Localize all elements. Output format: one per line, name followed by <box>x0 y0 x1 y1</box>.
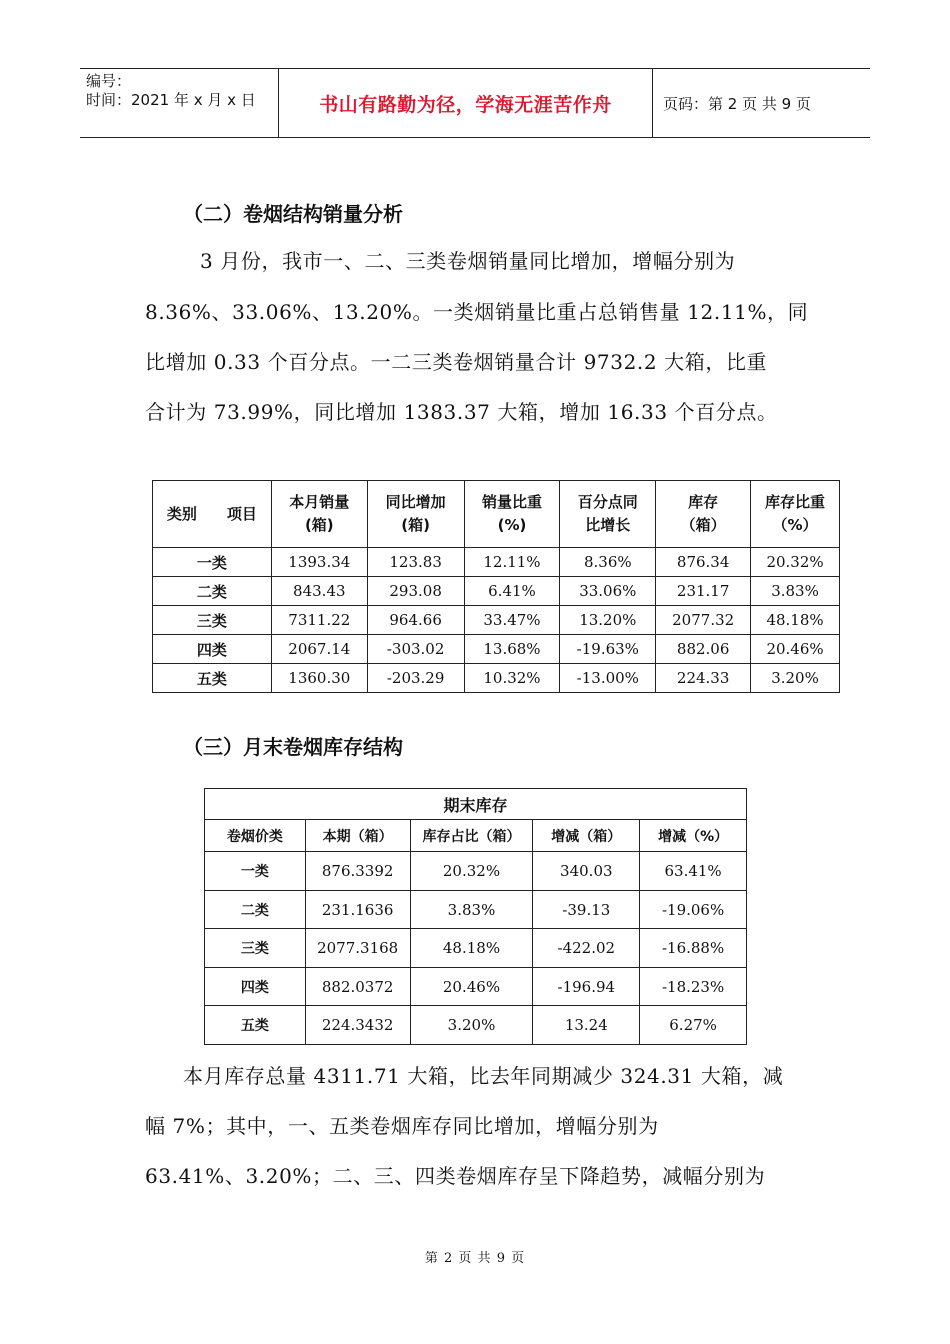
page-footer: 第 2 页 共 9 页 <box>424 1251 526 1266</box>
table1-cell: 6.41% <box>464 577 560 606</box>
table2-cell: 一类 <box>205 852 306 891</box>
table1-cell: 四类 <box>153 635 272 664</box>
closing-line-2: 幅 7%；其中，一、五类卷烟库存同比增加，增幅分别为 <box>145 1114 659 1138</box>
table1-cell: 231.17 <box>656 577 751 606</box>
table-row <box>205 1006 747 1045</box>
table2-cell: 876.3392 <box>305 852 410 891</box>
table1-cell: 843.43 <box>271 577 367 606</box>
table-row <box>153 664 840 693</box>
table1-cell: 1360.30 <box>271 664 367 693</box>
table2-header-row <box>205 820 747 852</box>
table1-cell: 33.47% <box>464 606 560 635</box>
table-row <box>205 852 747 891</box>
table1-cell: 8.36% <box>560 548 656 577</box>
table1-cell: 33.06% <box>560 577 656 606</box>
section3-title: （三）月末卷烟库存结构 <box>183 735 403 759</box>
section2-line-2: 8.36%、33.06%、13.20%。一类烟销量比重占总销售量 12.11%，同 <box>145 300 809 324</box>
section2-line-1: 3 月份，我市一、二、三类卷烟销量同比增加，增幅分别为 <box>200 249 736 273</box>
table-row <box>205 929 747 968</box>
table1-cell: 1393.34 <box>271 548 367 577</box>
page-header <box>80 68 870 138</box>
table2-cell: 231.1636 <box>305 891 410 929</box>
table1-cell: 2077.32 <box>656 606 751 635</box>
table2-cell: 13.24 <box>533 1006 640 1045</box>
table1-cell: 882.06 <box>656 635 751 664</box>
table1-cell: 224.33 <box>656 664 751 693</box>
table2-cell: 224.3432 <box>305 1006 410 1045</box>
table1-cell: 13.68% <box>464 635 560 664</box>
table1-cell: 二类 <box>153 577 272 606</box>
table2-cell: 63.41% <box>640 852 747 891</box>
table2-cell: 二类 <box>205 891 306 929</box>
table1-cell: 2067.14 <box>271 635 367 664</box>
table2-cell: 2077.3168 <box>305 929 410 968</box>
table1-cell: 48.18% <box>751 606 840 635</box>
table1-cell: 3.83% <box>751 577 840 606</box>
section2-line-4: 合计为 73.99%，同比增加 1383.37 大箱，增加 16.33 个百分点。 <box>145 400 778 424</box>
closing-line-1: 本月库存总量 4311.71 大箱，比去年同期减少 324.31 大箱，减 <box>183 1064 784 1088</box>
table2-cell: 20.46% <box>410 968 533 1006</box>
table1-header-inventory-share: 库存比重 （%） <box>751 481 840 548</box>
section2-line-3: 比增加 0.33 个百分点。一二三类卷烟销量合计 9732.2 大箱，比重 <box>145 350 768 374</box>
sales-structure-table <box>152 480 840 693</box>
table2-cell: 340.03 <box>533 852 640 891</box>
table1-cell: 7311.22 <box>271 606 367 635</box>
table1-header-pp-growth: 百分点同 比增长 <box>560 481 656 548</box>
table1-cell: 20.32% <box>751 548 840 577</box>
table-row <box>153 577 840 606</box>
table1-cell: 3.20% <box>751 664 840 693</box>
table2-cell: -39.13 <box>533 891 640 929</box>
table2-cell: -16.88% <box>640 929 747 968</box>
table1-cell: 五类 <box>153 664 272 693</box>
header-motto: 书山有路勤为径，学海无涯苦作舟 <box>278 69 653 137</box>
table2-cell: -19.06% <box>640 891 747 929</box>
table2-cell: 882.0372 <box>305 968 410 1006</box>
table2-header-cell: 增减（%） <box>640 820 747 852</box>
table-row <box>205 968 747 1006</box>
table2-cell: 四类 <box>205 968 306 1006</box>
header-meta <box>80 69 278 137</box>
closing-line-3: 63.41%、3.20%；二、三、四类卷烟库存呈下降趋势，减幅分别为 <box>145 1164 766 1188</box>
table1-cell: -19.63% <box>560 635 656 664</box>
table2-cell: 48.18% <box>410 929 533 968</box>
table1-cell: 一类 <box>153 548 272 577</box>
table1-header-inventory: 库存 （箱） <box>656 481 751 548</box>
table2-header-cell: 本期（箱） <box>305 820 410 852</box>
table1-header-monthly-sales: 本月销量 (箱) <box>271 481 367 548</box>
table2-caption-row <box>205 789 747 820</box>
table1-cell: 123.83 <box>367 548 464 577</box>
table1-cell: 12.11% <box>464 548 560 577</box>
table1-header-sales-share: 销量比重 (%) <box>464 481 560 548</box>
table-row <box>205 891 747 929</box>
table1-cell: -303.02 <box>367 635 464 664</box>
table1-cell: -203.29 <box>367 664 464 693</box>
header-page-label: 页码：第 2 页 共 9 页 <box>663 94 811 113</box>
table1-header-row <box>153 481 840 548</box>
table2-cell: -422.02 <box>533 929 640 968</box>
table-row <box>153 635 840 664</box>
table1-cell: 10.32% <box>464 664 560 693</box>
table1-cell: 三类 <box>153 606 272 635</box>
table1-cell: 876.34 <box>656 548 751 577</box>
table2-caption: 期末库存 <box>205 789 747 820</box>
header-date-label: 时间：2021 年 x 月 x 日 <box>86 91 256 109</box>
table2-header-cell: 库存占比（箱） <box>410 820 533 852</box>
table2-cell: 3.83% <box>410 891 533 929</box>
table1-cell: -13.00% <box>560 664 656 693</box>
inventory-structure-table <box>204 788 747 1045</box>
table1-header-category: 类别 项目 <box>153 481 272 548</box>
table1-cell: 13.20% <box>560 606 656 635</box>
table-row <box>153 606 840 635</box>
table2-header-cell: 增减（箱） <box>533 820 640 852</box>
section2-title: （二）卷烟结构销量分析 <box>183 202 403 226</box>
table1-cell: 20.46% <box>751 635 840 664</box>
header-code-label: 编号： <box>86 72 132 90</box>
table2-cell: 3.20% <box>410 1006 533 1045</box>
table-row <box>153 548 840 577</box>
table2-cell: -196.94 <box>533 968 640 1006</box>
table2-cell: 三类 <box>205 929 306 968</box>
table2-header-cell: 卷烟价类 <box>205 820 306 852</box>
table1-cell: 293.08 <box>367 577 464 606</box>
table2-cell: -18.23% <box>640 968 747 1006</box>
table2-cell: 五类 <box>205 1006 306 1045</box>
table1-cell: 964.66 <box>367 606 464 635</box>
table1-header-yoy-increase: 同比增加 (箱) <box>367 481 464 548</box>
table2-cell: 20.32% <box>410 852 533 891</box>
table2-cell: 6.27% <box>640 1006 747 1045</box>
